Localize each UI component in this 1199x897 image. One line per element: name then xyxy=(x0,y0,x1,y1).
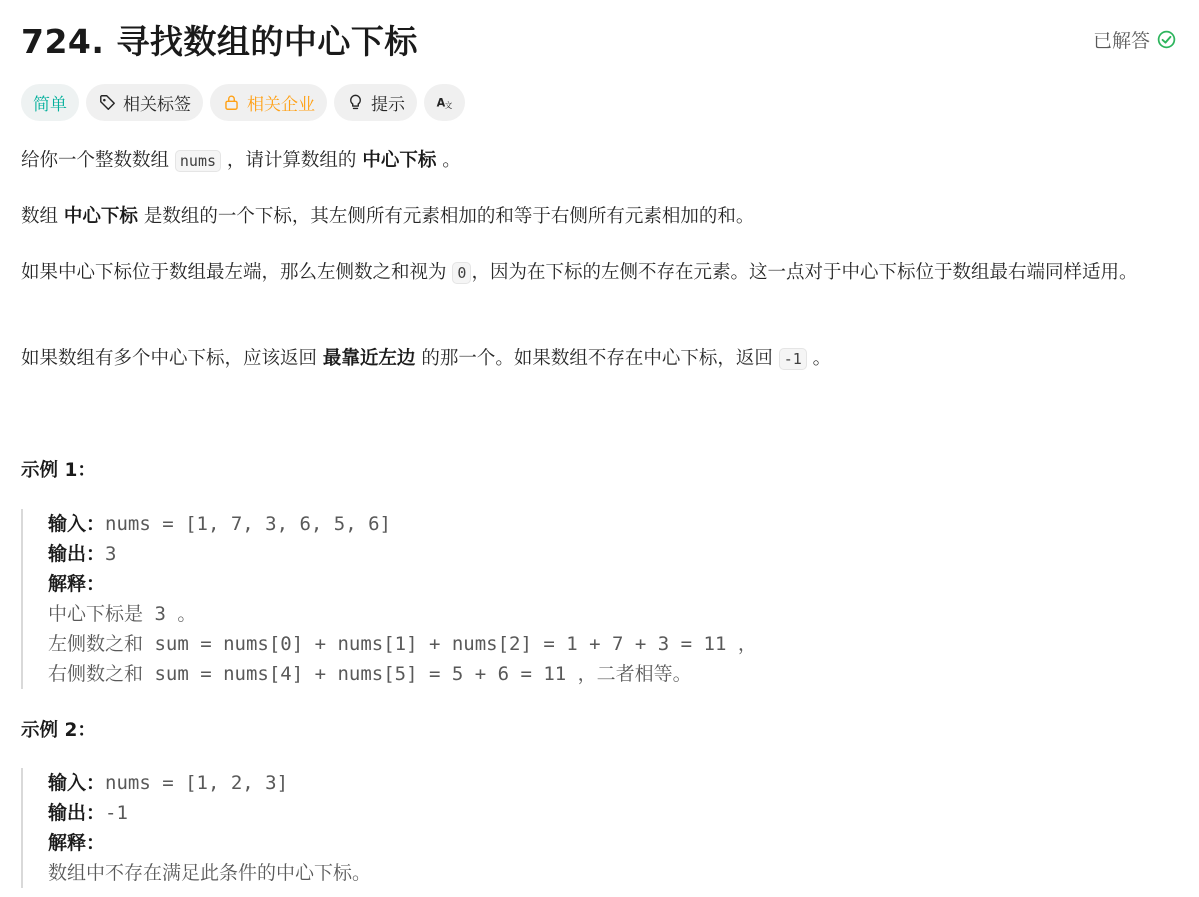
text: ，请计算数组的 xyxy=(226,150,357,171)
example-output xyxy=(48,539,757,569)
topics-label: 相关标签 xyxy=(123,95,191,115)
description-paragraph-3 xyxy=(21,258,1171,288)
output-label: 输出： xyxy=(48,543,106,565)
example-2-title: 示例 2： xyxy=(21,720,96,741)
text: 。 xyxy=(442,150,461,171)
text: 的那一个。如果数组不存在中心下标，返回 xyxy=(421,348,773,369)
example-2-block xyxy=(21,768,371,888)
text: 是数组的一个下标，其左侧所有元素相加的和等于右侧所有元素相加的和。 xyxy=(143,206,755,227)
input-label: 输入： xyxy=(48,513,106,535)
tag-row xyxy=(21,84,465,121)
translate-tag[interactable] xyxy=(424,84,465,121)
hint-tag[interactable] xyxy=(334,84,417,121)
bold-text: 中心下标 xyxy=(362,150,437,171)
difficulty-label: 简单 xyxy=(33,95,67,115)
description-paragraph-2 xyxy=(21,202,1171,232)
lightbulb-icon xyxy=(346,93,365,112)
tag-icon xyxy=(98,93,117,112)
bold-text: 最靠近左边 xyxy=(322,348,416,369)
solved-status[interactable] xyxy=(1093,26,1177,53)
output-value: -1 xyxy=(105,802,128,824)
explain-line: 右侧数之和 sum = nums[4] + nums[5] = 5 + 6 = 11 ，二者相等。 xyxy=(48,663,692,685)
inline-code: nums xyxy=(175,150,221,172)
input-value: nums = [1, 2, 3] xyxy=(105,772,289,794)
solved-label: 已解答 xyxy=(1092,30,1150,52)
example-output xyxy=(48,798,371,828)
explain-line: 左侧数之和 sum = nums[0] + nums[1] + nums[2] = 1 + 7 + 3 = 11 ， xyxy=(48,633,757,655)
text: 。 xyxy=(812,348,832,369)
output-value: 3 xyxy=(105,543,117,565)
lock-icon xyxy=(222,93,241,112)
text: ，因为在下标的左侧不存在元素。这一点对于中心下标位于数组最右端同样适用。 xyxy=(471,262,1138,283)
companies-tag[interactable] xyxy=(210,84,327,121)
inline-code: -1 xyxy=(779,348,807,370)
svg-text:文: 文 xyxy=(444,101,453,111)
companies-label: 相关企业 xyxy=(247,95,315,115)
explain-label: 解释： xyxy=(48,832,106,854)
explain-line: 数组中不存在满足此条件的中心下标。 xyxy=(48,862,372,884)
text: 数组 xyxy=(21,206,59,227)
explain-label: 解释： xyxy=(48,573,106,595)
input-value: nums = [1, 7, 3, 6, 5, 6] xyxy=(105,513,391,535)
text: 如果中心下标位于数组最左端，那么左侧数之和视为 xyxy=(21,262,447,283)
description-paragraph-1 xyxy=(21,146,1171,176)
hint-label: 提示 xyxy=(371,95,405,115)
problem-title[interactable]: 724. 寻找数组的中心下标 xyxy=(21,22,418,61)
text: 给你一个整数数组 xyxy=(21,150,170,171)
difficulty-tag[interactable] xyxy=(21,84,79,121)
input-label: 输入： xyxy=(48,772,106,794)
check-circle-icon xyxy=(1156,29,1177,50)
translate-icon xyxy=(435,93,454,112)
example-input xyxy=(48,768,371,798)
topics-tag[interactable] xyxy=(86,84,203,121)
svg-text:A: A xyxy=(436,96,446,110)
description-paragraph-4 xyxy=(21,344,1171,374)
output-label: 输出： xyxy=(48,802,106,824)
example-input xyxy=(48,509,757,539)
bold-text: 中心下标 xyxy=(63,206,138,227)
inline-code: 0 xyxy=(452,262,471,284)
explain-line: 中心下标是 3 。 xyxy=(48,603,197,625)
text: 如果数组有多个中心下标，应该返回 xyxy=(21,348,318,369)
example-1-block xyxy=(21,509,757,689)
example-1-title: 示例 1： xyxy=(21,460,96,481)
